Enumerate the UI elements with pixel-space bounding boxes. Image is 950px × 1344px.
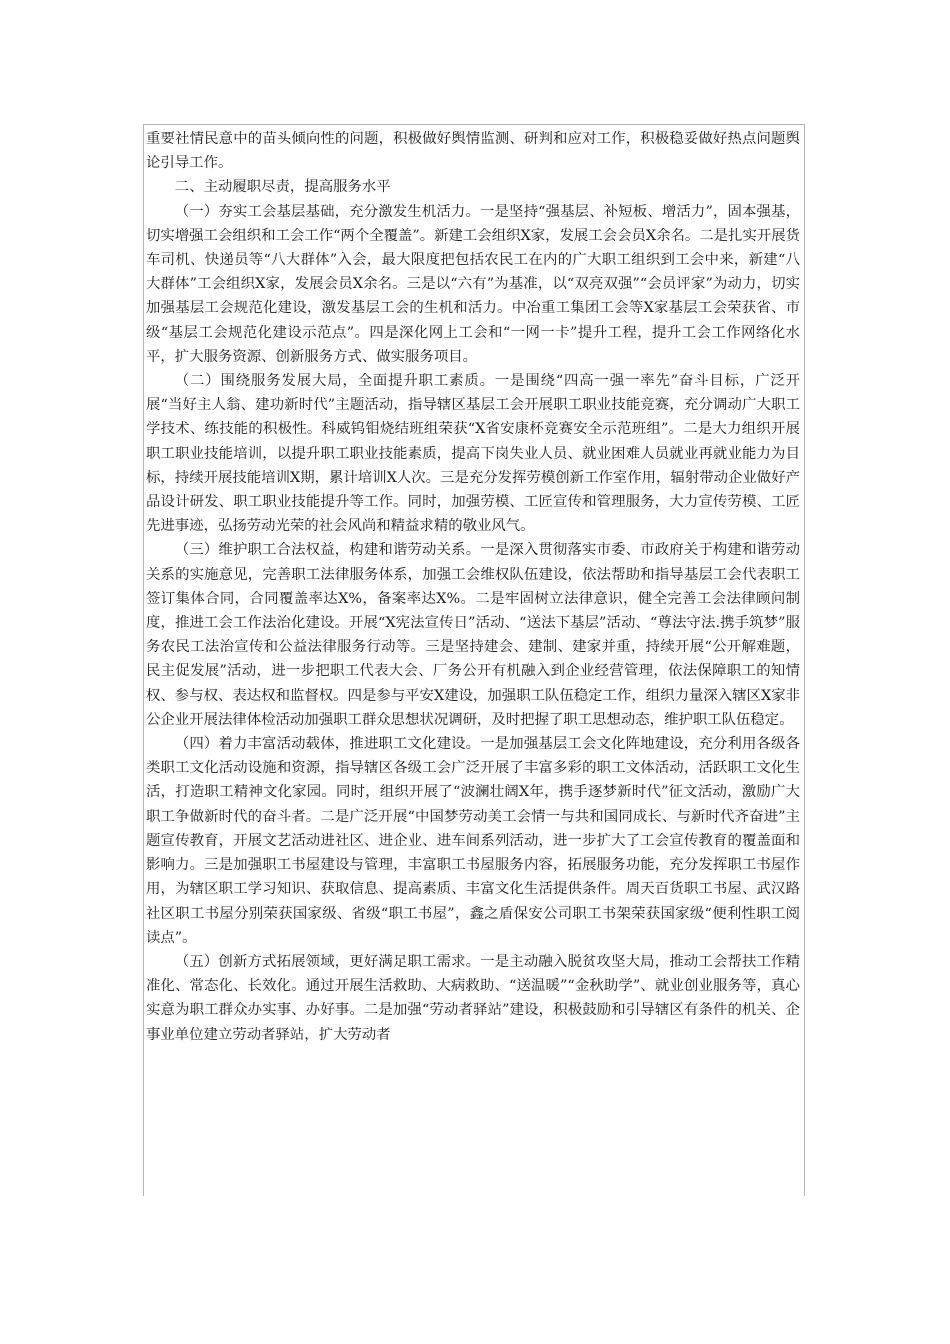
section-heading: 二、主动履职尽责，提高服务水平 [174, 179, 391, 196]
paragraph-5: （五）创新方式拓展领域，更好满足职工需求。一是主动融入脱贫攻坚大局，推动工会帮扶工作精准化、常态化、长效化。通过开展生活救助、大病救助、“送温暖”“金秋助学”、就业创业服务等，真心实意为职工群众办实事、办好事。二是加强“劳动者驿站”建设，积极鼓励和引导辖区有条件的机关、企事业单位建立劳动者驿站，扩大劳动者 [146, 953, 800, 1043]
paragraph-continuation: 重要社情民意中的苗头倾向性的问题，积极做好舆情监测、研判和应对工作，积极稳妥做好热点问题舆论引导工作。 [146, 131, 800, 172]
paragraph-2: （二）围绕服务发展大局，全面提升职工素质。一是围绕“四高一强一率先”奋斗目标，广泛开展“当好主人翁、建功新时代”主题活动，指导辖区基层工会开展职工职业技能竞赛，充分调动广大职工学技术、练技能的积极性。科威钨钼烧结班组荣获“X省安康杯竞赛安全示范班组”。二是大力组织开展职工职业技能培训，以提升职工职业技能素质，提高下岗失业人员、就业困难人员就业再就业能力为目标，持续开展技能培训X期，累计培训X人次。三是充分发挥劳模创新工作室作用，辐射带动企业做好产品设计研发、职工职业技能提升等工作。同时，加强劳模、工匠宣传和管理服务，大力宣传劳模、工匠先进事迹，弘扬劳动光荣的社会风尚和精益求精的敬业风气。 [146, 373, 800, 535]
document-body [146, 127, 800, 1047]
paragraph-1: （一）夯实工会基层基础，充分激发生机活力。一是坚持“强基层、补短板、增活力”，固本强基，切实增强工会组织和工会工作“两个全覆盖”。新建工会组织X家，发展工会会员X余名。二是扎实开展货车司机、快递员等“八大群体”入会，最大限度把包括农民工在内的广大职工组织到工会中来，新建“八大群体”工会组织X家，发展会员X余名。三是以“六有”为基准，以“双亮双强”“会员评家”为动力，切实加强基层工会规范化建设，激发基层工会的生机和活力。中冶重工集团工会等X家基层工会荣获省、市级“基层工会规范化建设示范点”。四是深化网上工会和“一网一卡”提升工程，提升工会工作网络化水平，扩大服务资源、创新服务方式、做实服务项目。 [146, 203, 801, 365]
paragraph-3: （三）维护职工合法权益，构建和谐劳动关系。一是深入贯彻落实市委、市政府关于构建和谐劳动关系的实施意见，完善职工法律服务体系，加强工会维权队伍建设，依法帮助和指导基层工会代表职工签订集体合同，合同覆盖率达X%，备案率达X%。二是牢固树立法律意识，健全完善工会法律顾问制度，推进工会工作法治化建设。开展“X宪法宣传日”活动、“送法下基层”活动、“尊法守法.携手筑梦”服务农民工法治宣传和公益法律服务行动等。三是坚持建会、建制、建家并重，持续开展“公开解难题，民主促发展”活动，进一步把职工代表大会、厂务公开有机融入到企业经营管理，依法保障职工的知情权、参与权、表达权和监督权。四是参与平安X建设，加强职工队伍稳定工作，组织力量深入辖区X家非公企业开展法律体检活动加强职工群众思想状况调研，及时把握了职工思想动态，维护职工队伍稳定。 [146, 542, 800, 728]
paragraph-4: （四）着力丰富活动载体，推进职工文化建设。一是加强基层工会文化阵地建设，充分利用各级各类职工文化活动设施和资源，指导辖区各级工会广泛开展了丰富多彩的职工文体活动，活跃职工文化生活，打造职工精神文化家园。同时，组织开展了“波澜壮阔X年，携手逐梦新时代”征文活动，激励广大职工争做新时代的奋斗者。二是广泛开展“中国梦劳动美工会情一与共和国同成长、与新时代齐奋进”主题宣传教育，开展文艺活动进社区、进企业、进车间系列活动，进一步扩大了工会宣传教育的覆盖面和影响力。三是加强职工书屋建设与管理，丰富职工书屋服务内容，拓展服务功能，充分发挥职工书屋作用，为辖区职工学习知识、获取信息、提高素质、丰富文化生活提供条件。周天百货职工书屋、武汉路社区职工书屋分别荣获国家级、省级“职工书屋”，鑫之盾保安公司职工书架荣获国家级“便利性职工阅读点”。 [146, 736, 800, 946]
